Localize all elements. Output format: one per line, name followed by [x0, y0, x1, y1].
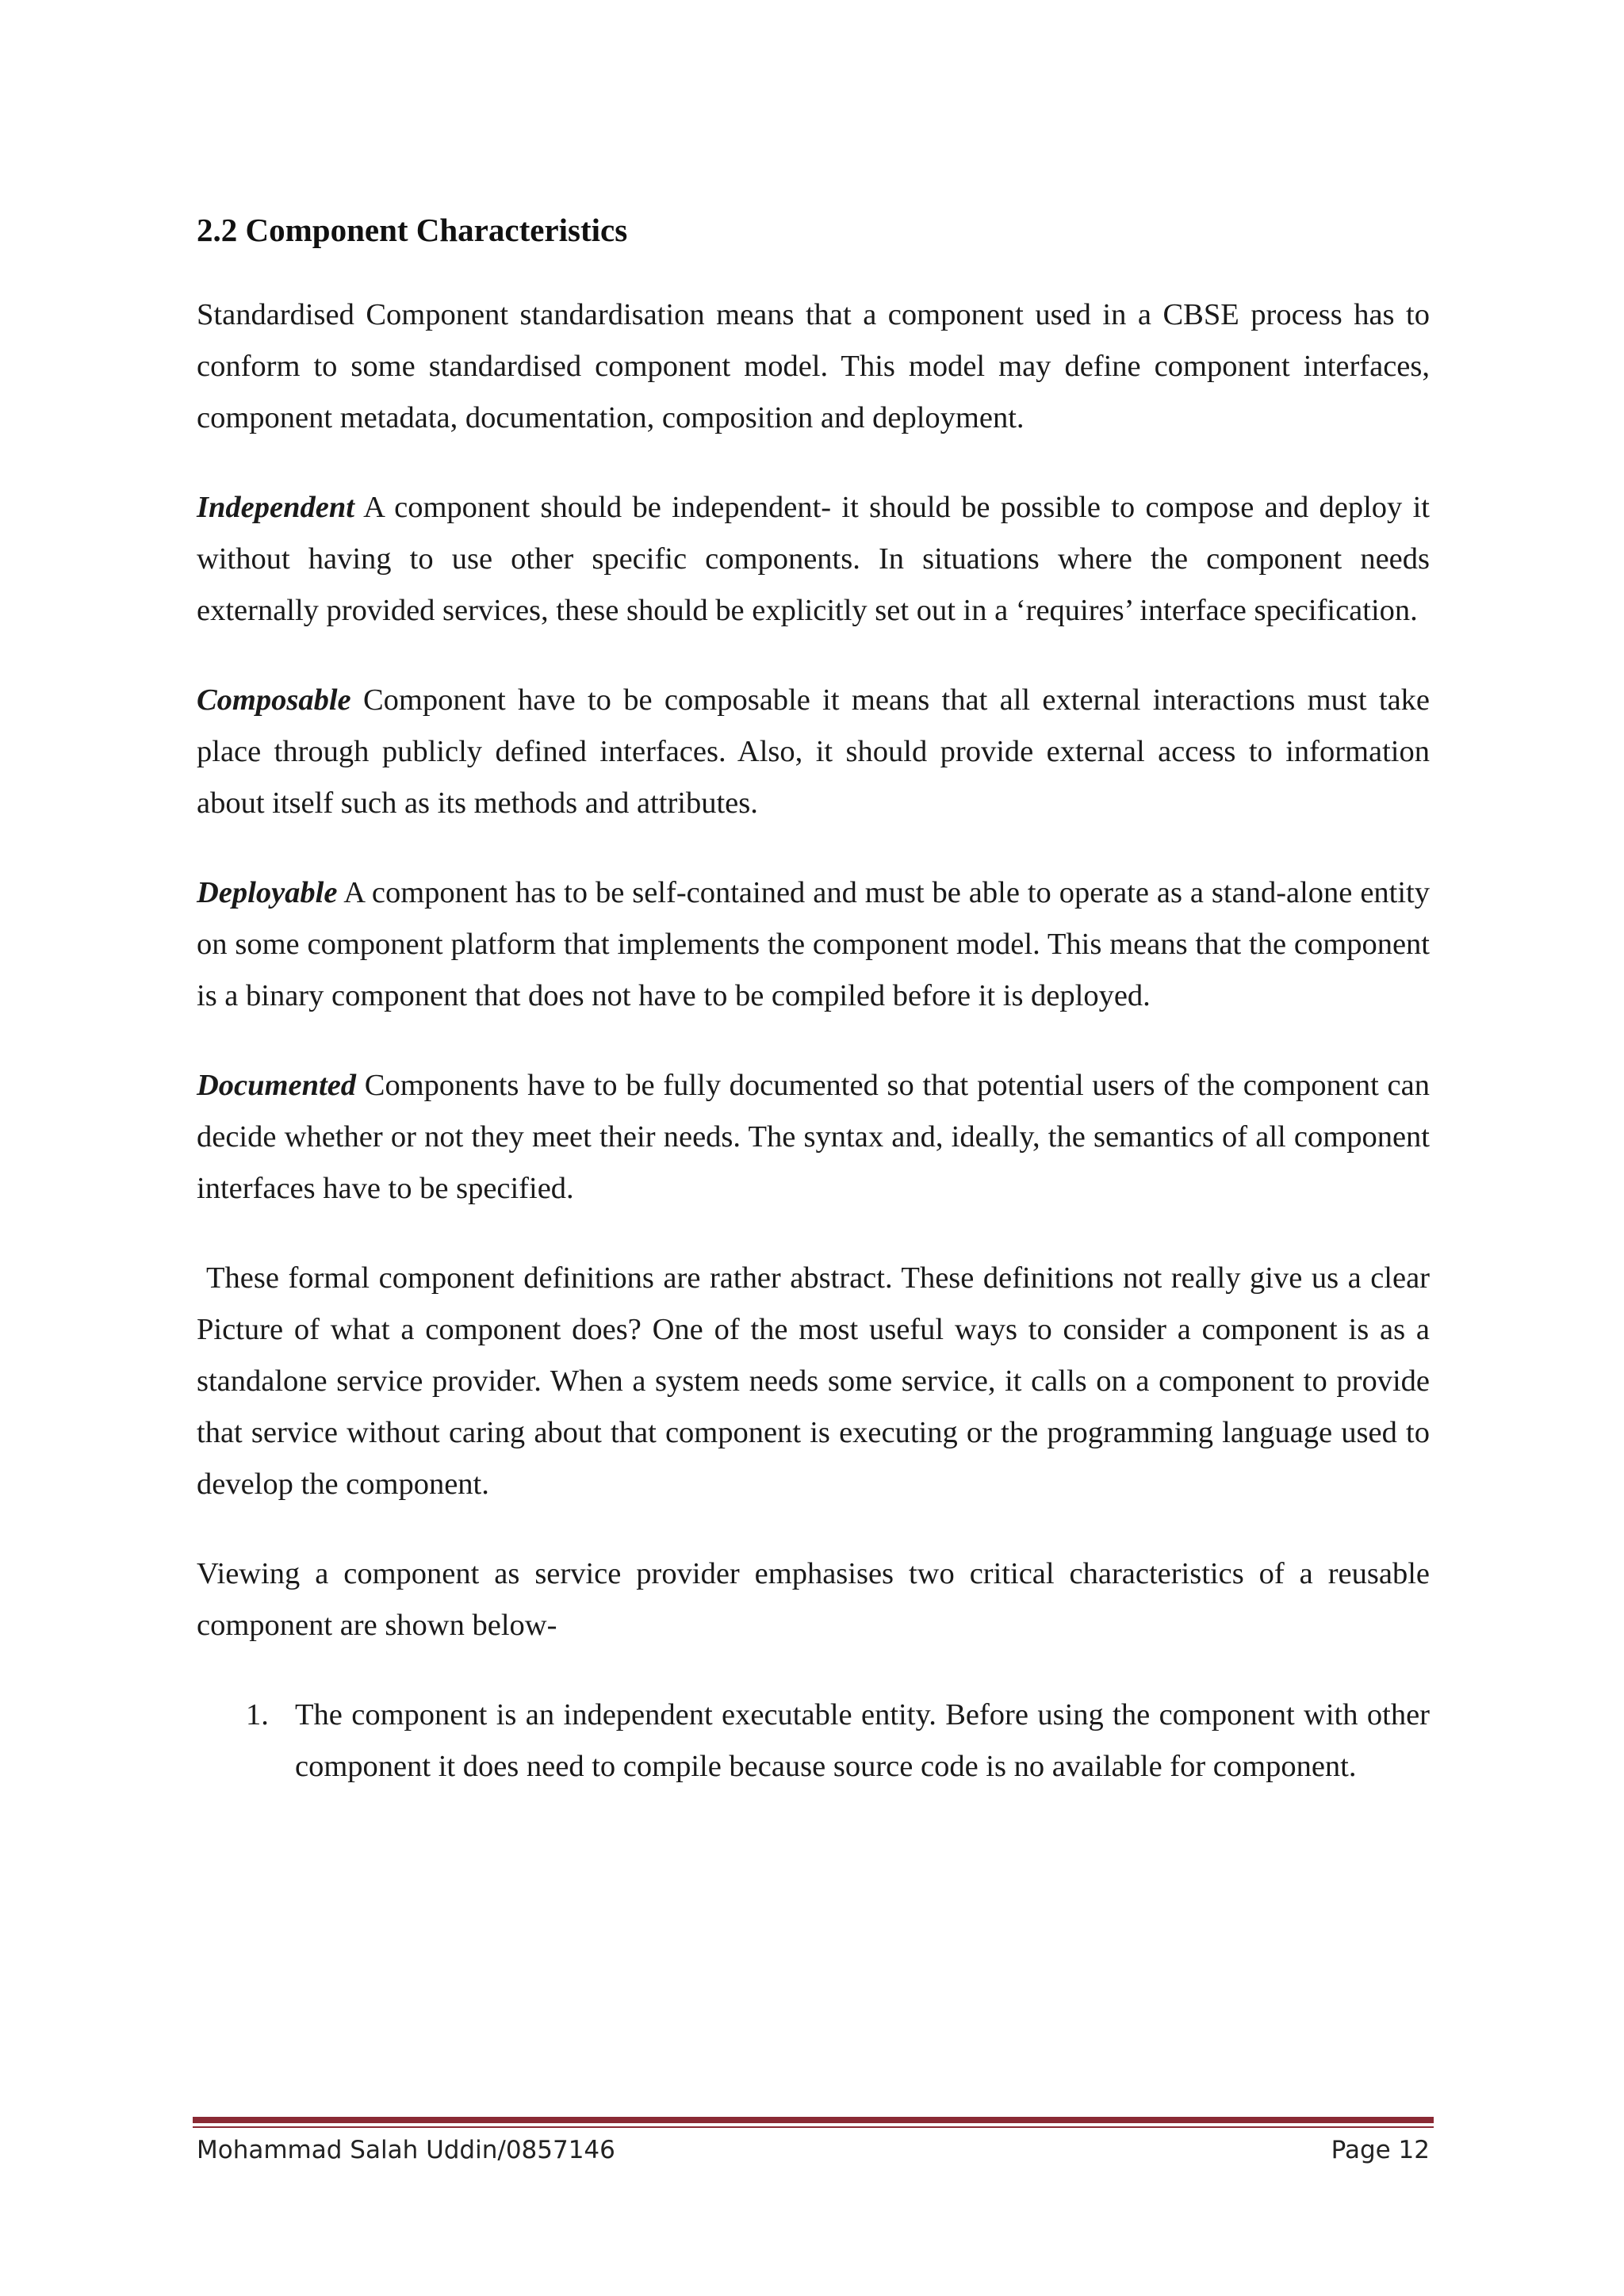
footer-rule-thick [193, 2117, 1434, 2123]
paragraph-independent [197, 482, 1430, 637]
paragraph-documented-text: Components have to be fully documented so that potential users of the component can decide whether or not they meet their needs. The syntax and, ideally, the semantics of all component interfaces have to be specified. [197, 1069, 1430, 1206]
paragraph-deployable [197, 867, 1430, 1022]
paragraph-service-provider: Viewing a component as service provider emphasises two critical characteristics of a reusable component are shown below- [197, 1557, 1430, 1643]
paragraph-deployable-text: A component has to be self-contained and must be able to operate as a stand-alone entity on some component platform that implements the component model. This means that the component is a binary component that does not have to be compiled before it is deployed. [197, 876, 1430, 1013]
list-item-text: The component is an independent executable entity. Before using the component with other component it does need to compile because source code is no available for component. [295, 1698, 1430, 1784]
characteristics-list [197, 1689, 1430, 1793]
footer-rule-thin [193, 2126, 1434, 2128]
paragraph-documented [197, 1060, 1430, 1215]
list-item [197, 1689, 1430, 1793]
term-composable: Composable [197, 683, 351, 718]
section-heading: 2.2 Component Characteristics [197, 212, 628, 248]
paragraph-composable-text: Component have to be composable it means that all external interactions must take place through publicly defined interfaces. Also, it should provide external access to information about itself such as its methods and attributes. [197, 683, 1430, 821]
term-independent: Independent [197, 491, 354, 525]
footer-author: Mohammad Salah Uddin/0857146 [197, 2136, 615, 2164]
paragraph-formal-definitions: These formal component definitions are rather abstract. These definitions not really give us a clear Picture of what a component does? One of the most useful ways to consider a component is as a standalone service provider. When a system needs some service, it calls on a component to provide that service without caring about that component is executing or the programming language used to develop the component. [197, 1261, 1430, 1502]
term-deployable: Deployable [197, 876, 338, 910]
term-documented: Documented [197, 1069, 357, 1103]
footer-page-number: Page 12 [1331, 2136, 1430, 2164]
footer-rule [193, 2117, 1434, 2128]
list-item-number: 1. [246, 1698, 269, 1732]
paragraph-standardised: Standardised Component standardisation means that a component used in a CBSE process has to conform to some standardised component model. This model may define component interfaces, component metadata, documentation, composition and deployment. [197, 298, 1430, 435]
page-content [197, 190, 1430, 1793]
paragraph-independent-text: A component should be independent- it should be possible to compose and deploy it without having to use other specific components. In situations where the component needs externally provided services, these should be explicitly set out in a ‘requires’ interface specification. [197, 491, 1430, 628]
page-footer [197, 2136, 1430, 2164]
paragraph-composable [197, 675, 1430, 829]
